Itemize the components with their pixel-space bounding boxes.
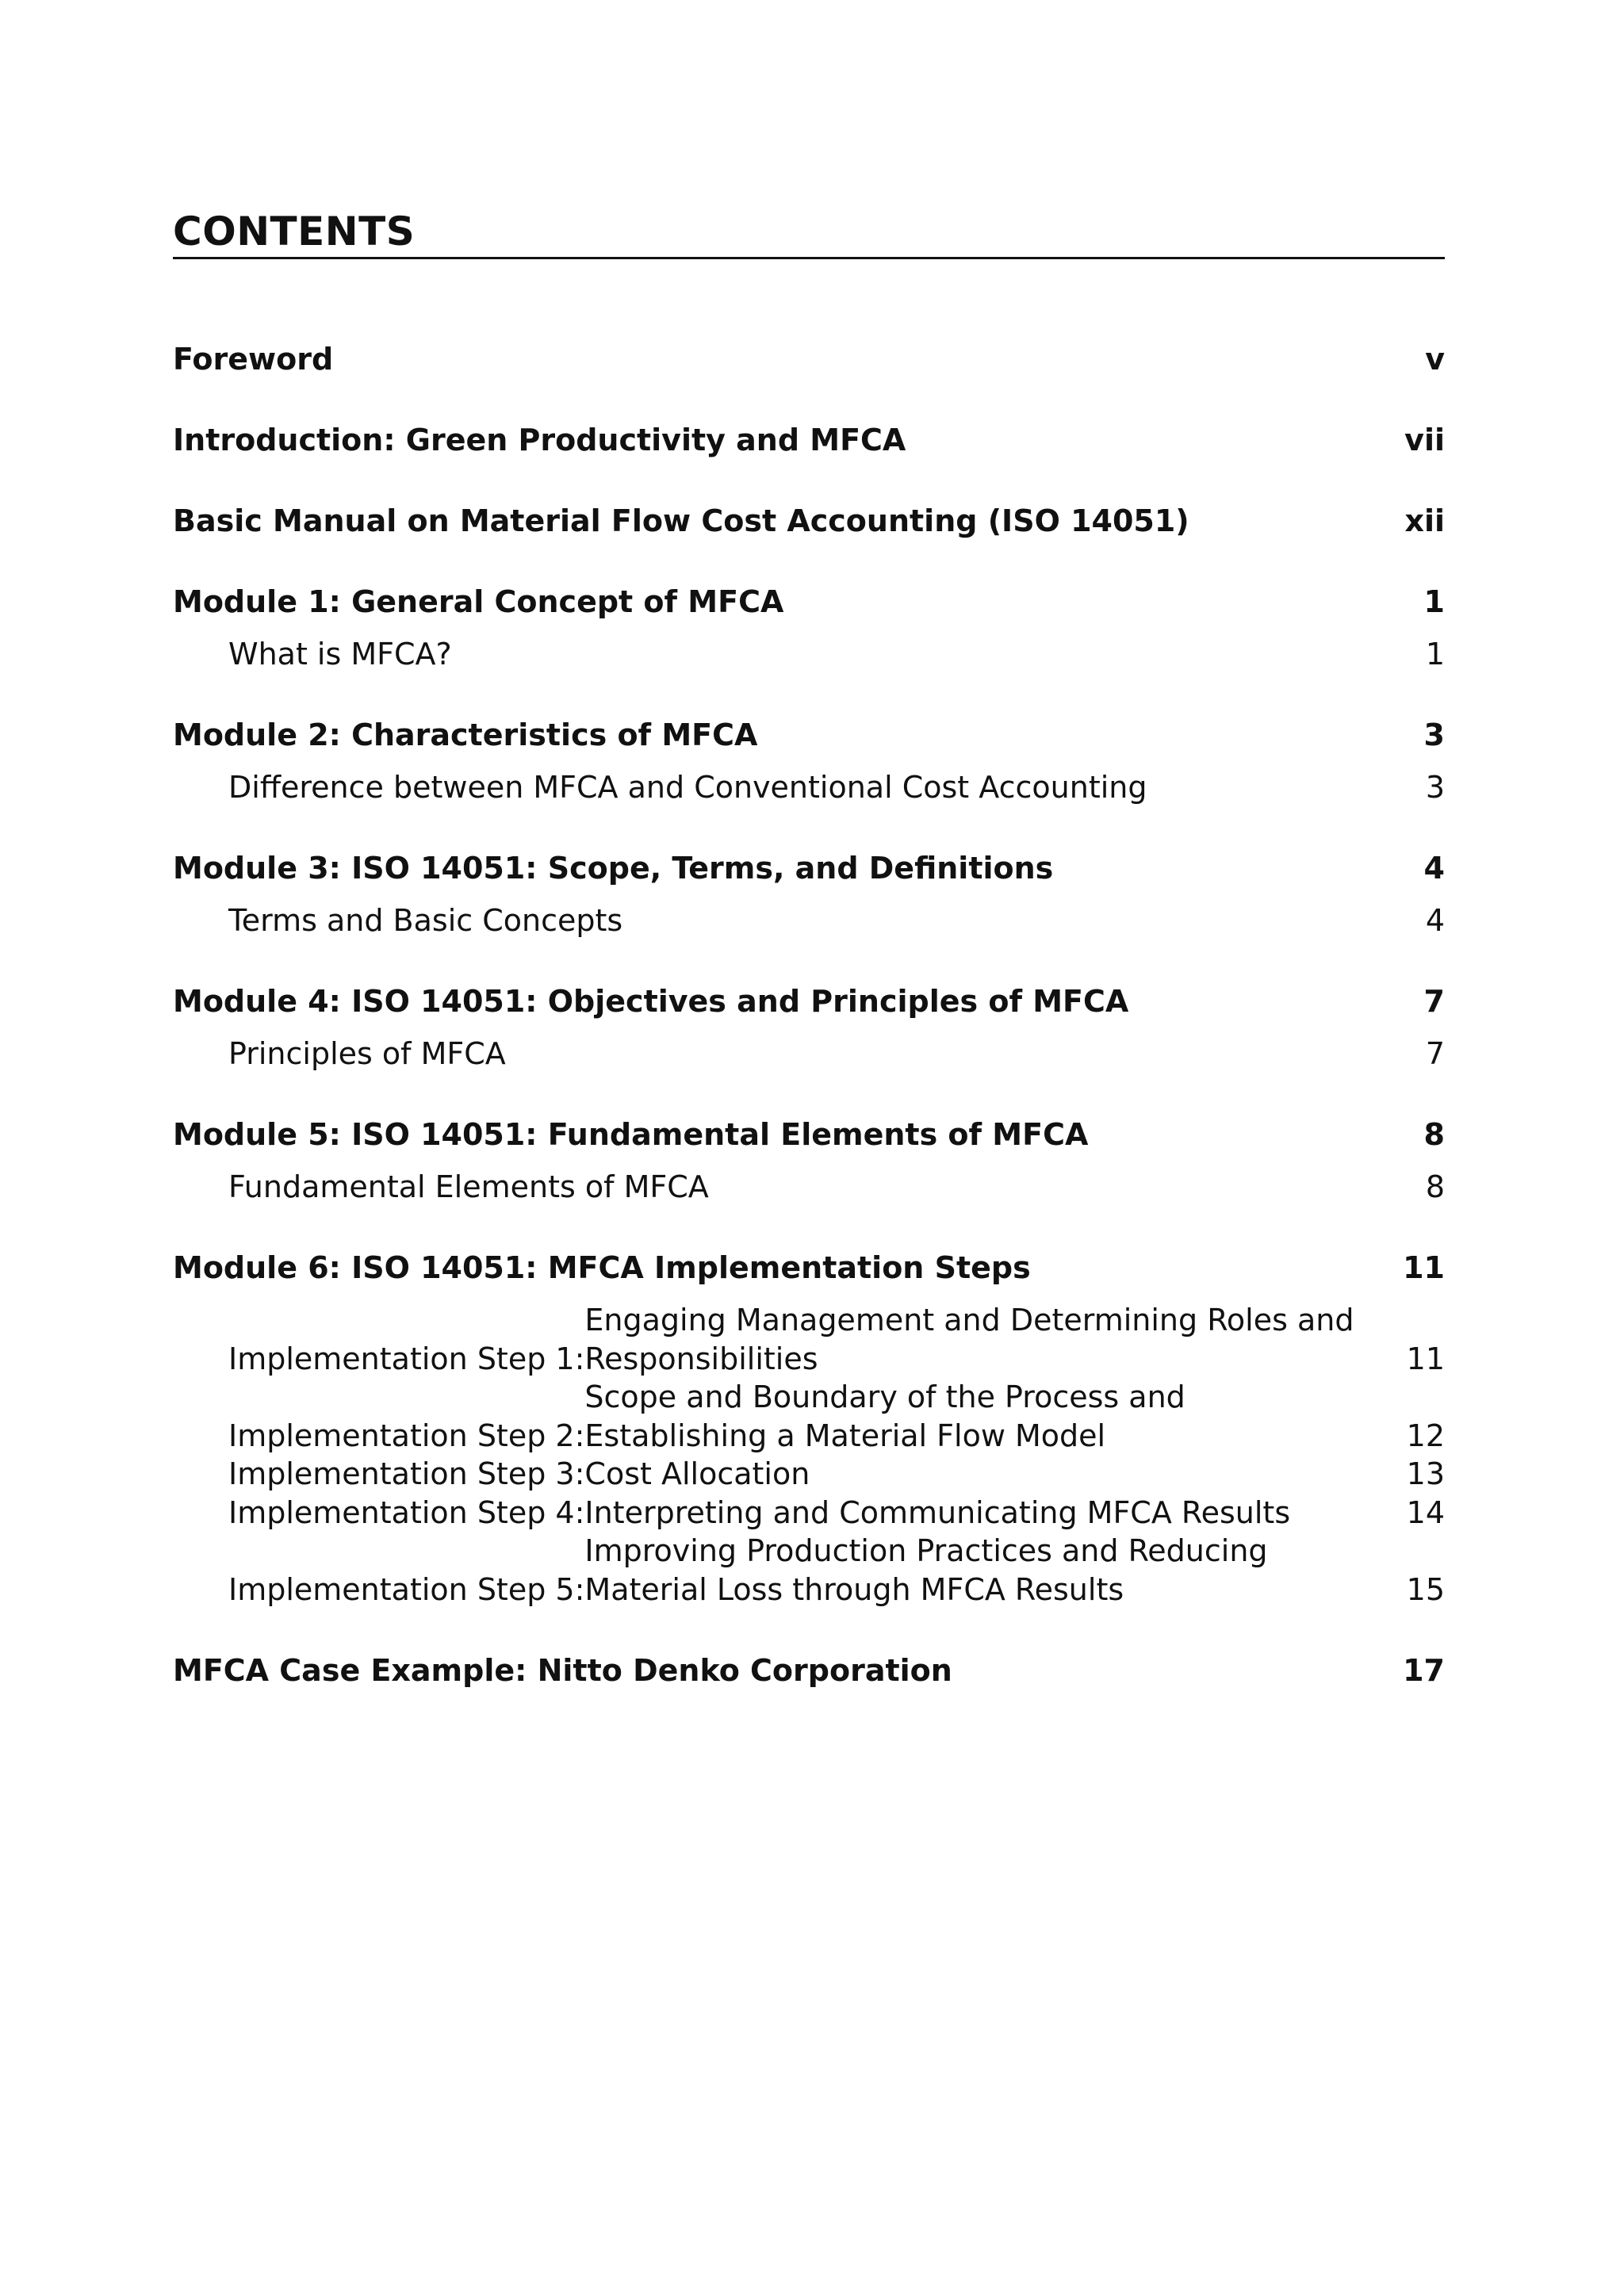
toc-subentry-principles[interactable] bbox=[173, 1035, 1445, 1073]
toc-entry-text: Principles of MFCA bbox=[228, 1036, 506, 1071]
toc-page-number: 4 bbox=[1425, 903, 1445, 938]
toc-subentry-fundamental-elements[interactable] bbox=[173, 1168, 1445, 1206]
toc-subentry-what-is-mfca[interactable] bbox=[173, 635, 1445, 673]
step-label: Implementation Step 4: bbox=[228, 1494, 585, 1530]
toc-page-number: 1 bbox=[1425, 637, 1445, 672]
toc-page-number: 15 bbox=[1406, 1571, 1445, 1607]
toc-entry-text: Difference between MFCA and Conventional Cost Accounting bbox=[228, 770, 1147, 805]
toc-page-number: v bbox=[1425, 342, 1445, 377]
step-description: Interpreting and Communicating MFCA Results bbox=[584, 1494, 1291, 1530]
toc-page-number: 7 bbox=[1423, 984, 1445, 1019]
toc-page-number: 12 bbox=[1406, 1418, 1445, 1453]
toc-entry-module-5[interactable] bbox=[173, 1115, 1445, 1154]
toc-page-number: 8 bbox=[1425, 1169, 1445, 1204]
contents-page bbox=[173, 208, 1445, 1689]
toc-entry-text: Module 3: ISO 14051: Scope, Terms, and Definitions bbox=[173, 851, 1054, 886]
toc-page-number: 17 bbox=[1403, 1653, 1445, 1688]
step-description: Improving Production Practices and Reducing Material Loss through MFCA Results bbox=[584, 1533, 1268, 1607]
toc-subentry-step-4[interactable] bbox=[173, 1494, 1445, 1533]
toc-entry-module-6[interactable] bbox=[173, 1249, 1445, 1287]
toc-page-number: 4 bbox=[1423, 851, 1445, 886]
step-label: Implementation Step 1: bbox=[228, 1341, 585, 1376]
toc-page-number: 11 bbox=[1406, 1341, 1445, 1376]
step-label: Implementation Step 2: bbox=[228, 1418, 585, 1453]
toc-subentry-step-2[interactable] bbox=[173, 1378, 1445, 1455]
toc-subentry-step-5[interactable] bbox=[173, 1532, 1445, 1609]
toc-subentry-terms[interactable] bbox=[173, 901, 1445, 939]
toc-entry-case-example[interactable] bbox=[173, 1651, 1445, 1689]
toc-page-number: 13 bbox=[1406, 1456, 1445, 1491]
toc-entry-text: Module 1: General Concept of MFCA bbox=[173, 584, 784, 619]
toc-page-number: 14 bbox=[1406, 1494, 1445, 1530]
step-label: Implementation Step 3: bbox=[228, 1456, 585, 1491]
toc-page-number: 3 bbox=[1423, 718, 1445, 752]
toc-page-number: vii bbox=[1404, 423, 1445, 457]
implementation-steps-list bbox=[173, 1301, 1445, 1609]
toc-entry-text: Module 6: ISO 14051: MFCA Implementation Steps bbox=[173, 1250, 1031, 1285]
toc-entry-foreword[interactable] bbox=[173, 340, 1445, 378]
toc-entry-introduction[interactable] bbox=[173, 421, 1445, 459]
toc-entry-text: Module 5: ISO 14051: Fundamental Elements of MFCA bbox=[173, 1117, 1089, 1152]
toc-entry-module-4[interactable] bbox=[173, 982, 1445, 1020]
toc-entry-text: Terms and Basic Concepts bbox=[228, 903, 623, 938]
step-label: Implementation Step 5: bbox=[228, 1571, 585, 1607]
toc-subentry-step-3[interactable] bbox=[173, 1455, 1445, 1494]
toc-entry-text: What is MFCA? bbox=[228, 637, 452, 672]
toc-entry-module-2[interactable] bbox=[173, 716, 1445, 754]
toc-entry-text: Introduction: Green Productivity and MFCA bbox=[173, 423, 906, 457]
toc-entry-text: Foreword bbox=[173, 342, 334, 377]
toc-entry-text: Module 2: Characteristics of MFCA bbox=[173, 718, 758, 752]
step-description: Scope and Boundary of the Process and Establishing a Material Flow Model bbox=[584, 1380, 1185, 1453]
toc-entry-text: Fundamental Elements of MFCA bbox=[228, 1169, 709, 1204]
toc-entry-text: MFCA Case Example: Nitto Denko Corporation bbox=[173, 1653, 952, 1688]
toc-entry-text: Module 4: ISO 14051: Objectives and Principles of MFCA bbox=[173, 984, 1129, 1019]
step-description: Engaging Management and Determining Roles and Responsibilities bbox=[584, 1303, 1354, 1376]
toc-entry-module-1[interactable] bbox=[173, 583, 1445, 621]
page-title: CONTENTS bbox=[173, 209, 416, 254]
toc-entry-module-3[interactable] bbox=[173, 849, 1445, 887]
title-divider bbox=[173, 257, 1445, 259]
toc-entry-text: Basic Manual on Material Flow Cost Accounting (ISO 14051) bbox=[173, 503, 1189, 538]
step-description: Cost Allocation bbox=[584, 1456, 810, 1491]
toc-subentry-difference[interactable] bbox=[173, 768, 1445, 806]
toc-subentry-step-1[interactable] bbox=[173, 1301, 1445, 1378]
toc-page-number: 11 bbox=[1403, 1250, 1445, 1285]
toc-entry-basic-manual[interactable] bbox=[173, 502, 1445, 540]
toc-page-number: 3 bbox=[1425, 770, 1445, 805]
toc-page-number: 7 bbox=[1425, 1036, 1445, 1071]
toc-page-number: 8 bbox=[1423, 1117, 1445, 1152]
toc-page-number: xii bbox=[1404, 503, 1445, 538]
toc-page-number: 1 bbox=[1423, 584, 1445, 619]
